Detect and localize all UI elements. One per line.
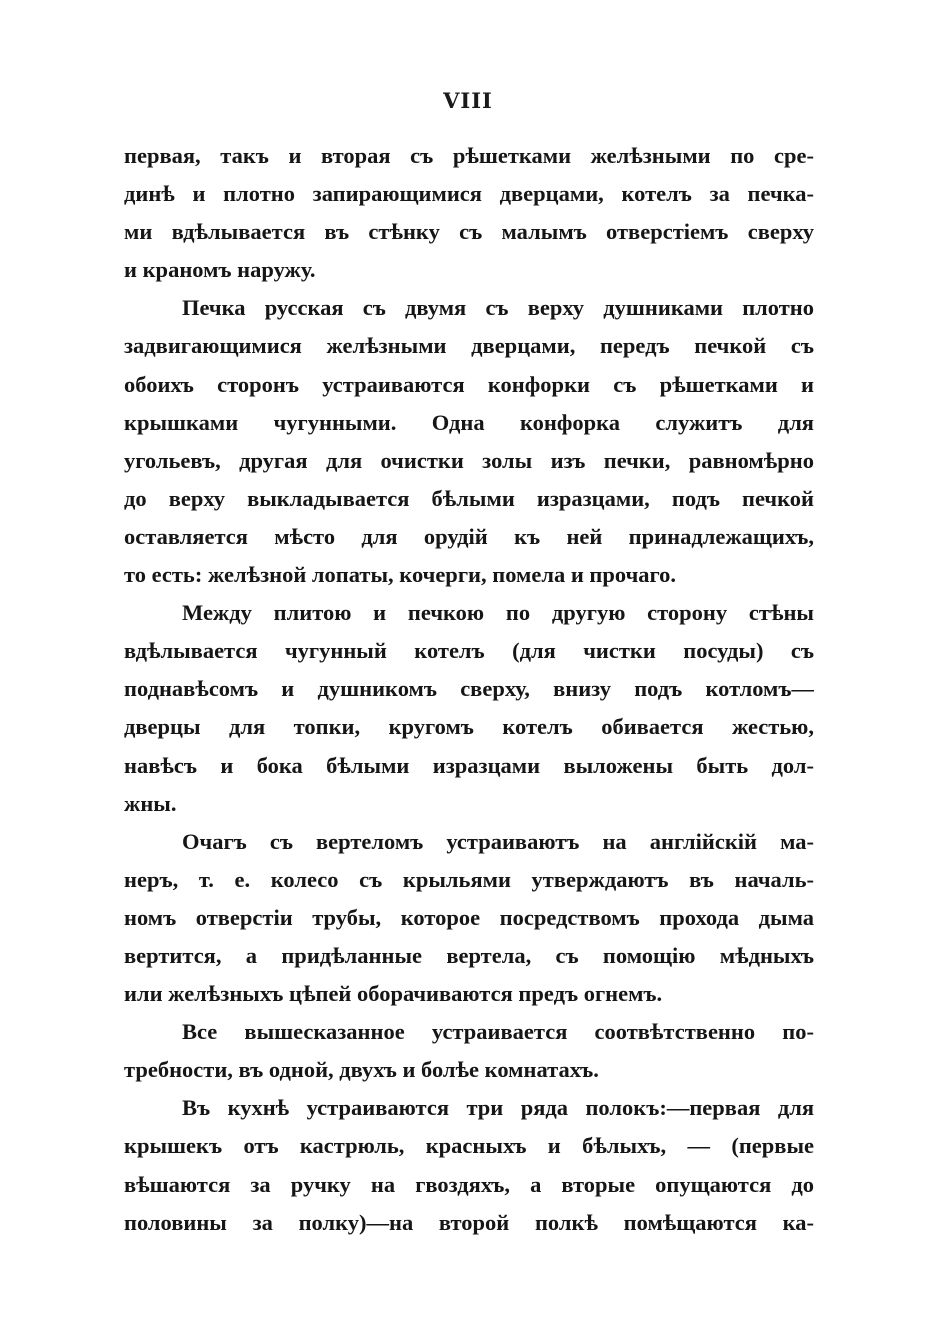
paragraph <box>124 289 814 594</box>
text-line: или желѣзныхъ цѣпей оборачиваются предъ огнемъ. <box>124 981 663 1007</box>
paragraph <box>124 823 814 1013</box>
paragraph <box>124 137 814 289</box>
text-line: обоихъ сторонъ устраиваются конфорки съ рѣшетками и <box>124 371 814 397</box>
text-line: неръ, т. е. колесо съ крыльями утверждаютъ въ началь- <box>124 866 814 892</box>
paragraph <box>124 1089 814 1241</box>
text-line: Между плитою и печкою по другую сторону стѣны <box>182 600 814 626</box>
text-line: вдѣлывается чугунный котелъ (для чистки посуды) съ <box>124 638 814 664</box>
page-number: VIII <box>443 88 493 113</box>
text-line: Въ кухнѣ устраиваются три ряда полокъ:—первая для <box>182 1095 814 1121</box>
text-line: крышекъ отъ кастрюль, красныхъ и бѣлыхъ, — (первые <box>124 1133 814 1159</box>
text-line: Все вышесказанное устраивается соотвѣтственно по- <box>182 1019 814 1045</box>
text-line: крышками чугунными. Одна конфорка служитъ для <box>124 409 814 435</box>
text-line: половины за полку)—на второй полкѣ помѣщаются ка- <box>124 1209 814 1235</box>
text-line: первая, такъ и вторая съ рѣшетками желѣзными по сре- <box>124 143 814 168</box>
text-line: Очагъ съ вертеломъ устраиваютъ на англійскій ма- <box>182 828 814 854</box>
body-text <box>124 137 814 1242</box>
text-line: вѣшаются за ручку на гвоздяхъ, а вторые опущаются до <box>124 1171 814 1197</box>
text-line: оставляется мѣсто для орудій къ ней принадлежащихъ, <box>124 523 814 549</box>
text-line: требности, въ одной, двухъ и болѣе комнатахъ. <box>124 1057 599 1083</box>
text-line: ми вдѣлывается въ стѣнку съ малымъ отверстіемъ сверху <box>124 219 814 245</box>
text-line: номъ отверстіи трубы, которое посредствомъ прохода дыма <box>124 904 814 930</box>
paragraph <box>124 594 814 823</box>
paragraph <box>124 1013 814 1089</box>
text-line: дверцы для топки, кругомъ котелъ обивается жестью, <box>124 714 814 740</box>
text-line: навѣсъ и бока бѣлыми изразцами выложены быть дол- <box>124 752 814 778</box>
text-line: поднавѣсомъ и душникомъ сверху, внизу подъ котломъ— <box>124 676 814 702</box>
text-line: Печка русская съ двумя съ верху душниками плотно <box>182 295 814 321</box>
text-line: то есть: желѣзной лопаты, кочерги, помела и прочаго. <box>124 562 677 588</box>
text-line: динѣ и плотно запирающимися дверцами, котелъ за печка- <box>124 181 814 207</box>
text-line: задвигающимися желѣзными дверцами, передъ печкой съ <box>124 333 814 359</box>
text-line: жны. <box>124 790 177 816</box>
text-line: до верху выкладывается бѣлыми изразцами, подъ печкой <box>124 485 814 511</box>
text-line: угольевъ, другая для очистки золы изъ печки, равномѣрно <box>124 447 814 473</box>
text-line: и краномъ наружу. <box>124 257 316 283</box>
text-line: вертится, а придѣланные вертела, съ помощію мѣдныхъ <box>124 942 814 968</box>
